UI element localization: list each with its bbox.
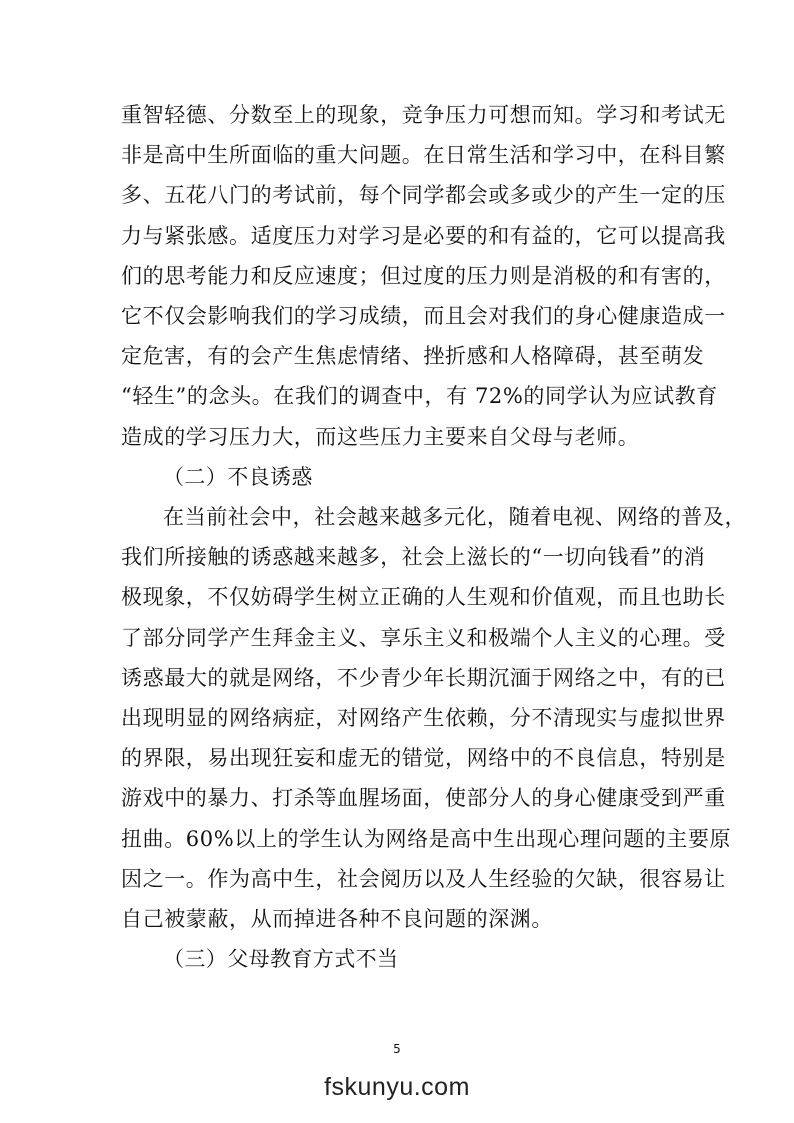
body-text-line: 自己被蒙蔽，从而掉进各种不良问题的深渊。: [121, 907, 553, 931]
body-text-line: 出现明显的网络病症，对网络产生依赖，分不清现实与虚拟世界: [121, 706, 726, 730]
body-text-line: 扭曲。60%以上的学生认为网络是高中生出现心理问题的主要原: [121, 826, 732, 851]
page-number: 5: [393, 1042, 401, 1056]
body-text-line: 它不仅会影响我们的学习成绩，而且会对我们的身心健康造成一: [121, 304, 726, 328]
body-text-line: 因之一。作为高中生，社会阅历以及人生经验的欠缺，很容易让: [121, 866, 726, 891]
body-text-line: 力与紧张感。适度压力对学习是必要的和有益的，它可以提高我: [121, 223, 726, 248]
section-heading: （二）不良诱惑: [163, 464, 313, 489]
body-text-line: 造成的学习压力大，而这些压力主要来自父母与老师。: [121, 424, 640, 449]
body-text-line: 非是高中生所面临的重大问题。在日常生活和学习中，在科目繁: [121, 143, 726, 168]
body-text-line: 们的思考能力和反应速度；但过度的压力则是消极的和有害的，: [121, 263, 726, 288]
section-heading: （三）父母教育方式不当: [163, 947, 399, 972]
body-text-line: 游戏中的暴力、打杀等血腥场面，使部分人的身心健康受到严重: [121, 786, 726, 811]
body-text-line: 了部分同学产生拜金主义、享乐主义和极端个人主义的心理。受: [121, 625, 726, 650]
body-text-line: 重智轻德、分数至上的现象，竞争压力可想而知。学习和考试无: [121, 103, 726, 127]
body-text-line: “轻生”的念头。在我们的调查中，有 72%的同学认为应试教育: [121, 384, 718, 409]
body-text-line: 定危害，有的会产生焦虑情绪、挫折感和人格障碍，甚至萌发: [121, 344, 705, 369]
paragraph-first-line: 在当前社会中，社会越来越多元化，随着电视、网络的普及，: [163, 505, 747, 529]
body-text-line: 诱惑最大的就是网络，不少青少年长期沉湎于网络之中，有的已: [121, 665, 726, 690]
body-text-line: 极现象，不仅妨碍学生树立正确的人生观和价值观，而且也助长: [121, 585, 726, 610]
body-text-line: 多、五花八门的考试前，每个同学都会或多或少的产生一定的压: [121, 183, 726, 208]
body-text-line: 我们所接触的诱惑越来越多，社会上滋长的“一切向钱看”的消: [121, 545, 706, 570]
body-text-line: 的界限，易出现狂妄和虚无的错觉，网络中的不良信息，特别是: [121, 746, 726, 771]
site-watermark: fskunyu.com: [324, 1073, 470, 1101]
